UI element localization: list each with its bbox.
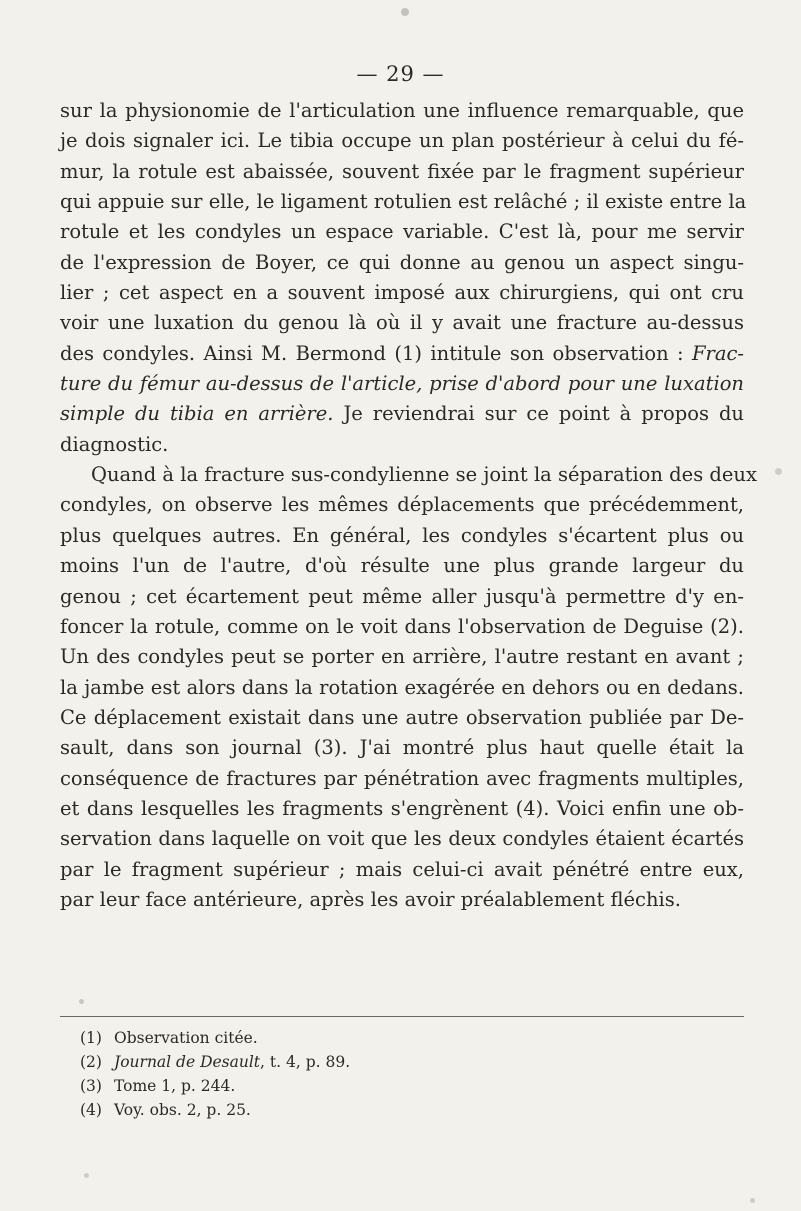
- text-line: Un des condyles peut se porter en arrière, l'autre restant en avant ;: [60, 645, 744, 669]
- text-line: de l'expression de Boyer, ce qui donne au genou un aspect singu-: [60, 250, 744, 274]
- italic-text-segment: ture du fémur au-dessus de l'article, prise d'abord pour une luxation: [60, 372, 744, 396]
- text-line: sault, dans son journal (3). J'ai montré plus haut quelle était la: [60, 736, 744, 760]
- footnote-text: , t. 4, p. 89.: [260, 1053, 351, 1071]
- text-line: par leur face antérieure, après les avoir préalablement fléchis.: [60, 887, 681, 911]
- footnote-number: (2): [80, 1053, 102, 1071]
- text-line: moins l'un de l'autre, d'où résulte une plus grande largeur du: [60, 554, 744, 578]
- text-line: conséquence de fractures par pénétration avec fragments multiples,: [60, 766, 744, 790]
- text-line: [60, 369, 744, 399]
- print-speck: [79, 999, 84, 1004]
- text-line: plus quelques autres. En général, les condyles s'écartent plus ou: [60, 523, 744, 547]
- text-line: [60, 399, 744, 429]
- footnote-italic-text: Journal de Desault: [114, 1053, 261, 1071]
- text-line: sur la physionomie de l'articulation une influence remarquable, que: [60, 99, 744, 122]
- footnote-number: (4): [80, 1101, 102, 1119]
- italic-text-segment: simple du tibia en arrière.: [60, 402, 334, 426]
- text-line: servation dans laquelle on voit que les deux condyles étaient écartés: [60, 827, 744, 851]
- print-speck: [84, 1173, 89, 1178]
- print-speck: [401, 8, 409, 16]
- text-line: foncer la rotule, comme on le voit dans l'observation de Deguise (2).: [60, 614, 744, 638]
- text-line: condyles, on observe les mêmes déplacements que précédemment,: [60, 493, 744, 517]
- text-segment: des condyles. Ainsi M. Bermond (1) intitule son observation :: [60, 341, 692, 365]
- italic-text-segment: Frac-: [692, 341, 744, 365]
- text-line: Quand à la fracture sus-condylienne se joint la séparation des deux: [91, 463, 757, 487]
- text-line: je dois signaler ici. Le tibia occupe un plan postérieur à celui du fé-: [60, 129, 744, 153]
- footnote-divider: [60, 1016, 744, 1017]
- text-line: diagnostic.: [60, 432, 169, 456]
- text-line: voir une luxation du genou là où il y avait une fracture au-dessus: [60, 311, 744, 335]
- text-line: lier ; cet aspect en a souvent imposé aux chirurgiens, qui ont cru: [60, 281, 744, 305]
- text-line: Ce déplacement existait dans une autre observation publiée par De-: [60, 705, 744, 729]
- footnote: [80, 1098, 740, 1122]
- page-number: — 29 —: [356, 62, 445, 86]
- text-line: genou ; cet écartement peut même aller jusqu'à permettre d'y en-: [60, 584, 744, 608]
- footnote: [80, 1050, 740, 1074]
- text-line: [60, 339, 744, 369]
- text-line: par le fragment supérieur ; mais celui-ci avait pénétré entre eux,: [60, 857, 744, 881]
- footnote-text: Voy. obs. 2, p. 25.: [114, 1101, 251, 1119]
- text-line: rotule et les condyles un espace variable. C'est là, pour me servir: [60, 220, 744, 244]
- text-line: et dans lesquelles les fragments s'engrènent (4). Voici enfin une ob-: [60, 796, 744, 820]
- text-segment: Je reviendrai sur ce point à propos du: [333, 402, 744, 426]
- footnotes: [80, 1026, 740, 1122]
- text-line: mur, la rotule est abaissée, souvent fixée par le fragment supérieur: [60, 159, 744, 183]
- footnote: [80, 1026, 740, 1050]
- footnote: [80, 1074, 740, 1098]
- footnote-number: (1): [80, 1029, 102, 1047]
- footnote-number: (3): [80, 1077, 102, 1095]
- footnote-text: Tome 1, p. 244.: [114, 1077, 236, 1095]
- print-speck: [775, 468, 782, 475]
- text-line: qui appuie sur elle, le ligament rotulien est relâché ; il existe entre la: [60, 190, 747, 214]
- print-speck: [750, 1198, 755, 1203]
- footnote-text: Observation citée.: [114, 1029, 258, 1047]
- body-text: [60, 96, 757, 915]
- text-line: la jambe est alors dans la rotation exagérée en dehors ou en dedans.: [60, 675, 744, 699]
